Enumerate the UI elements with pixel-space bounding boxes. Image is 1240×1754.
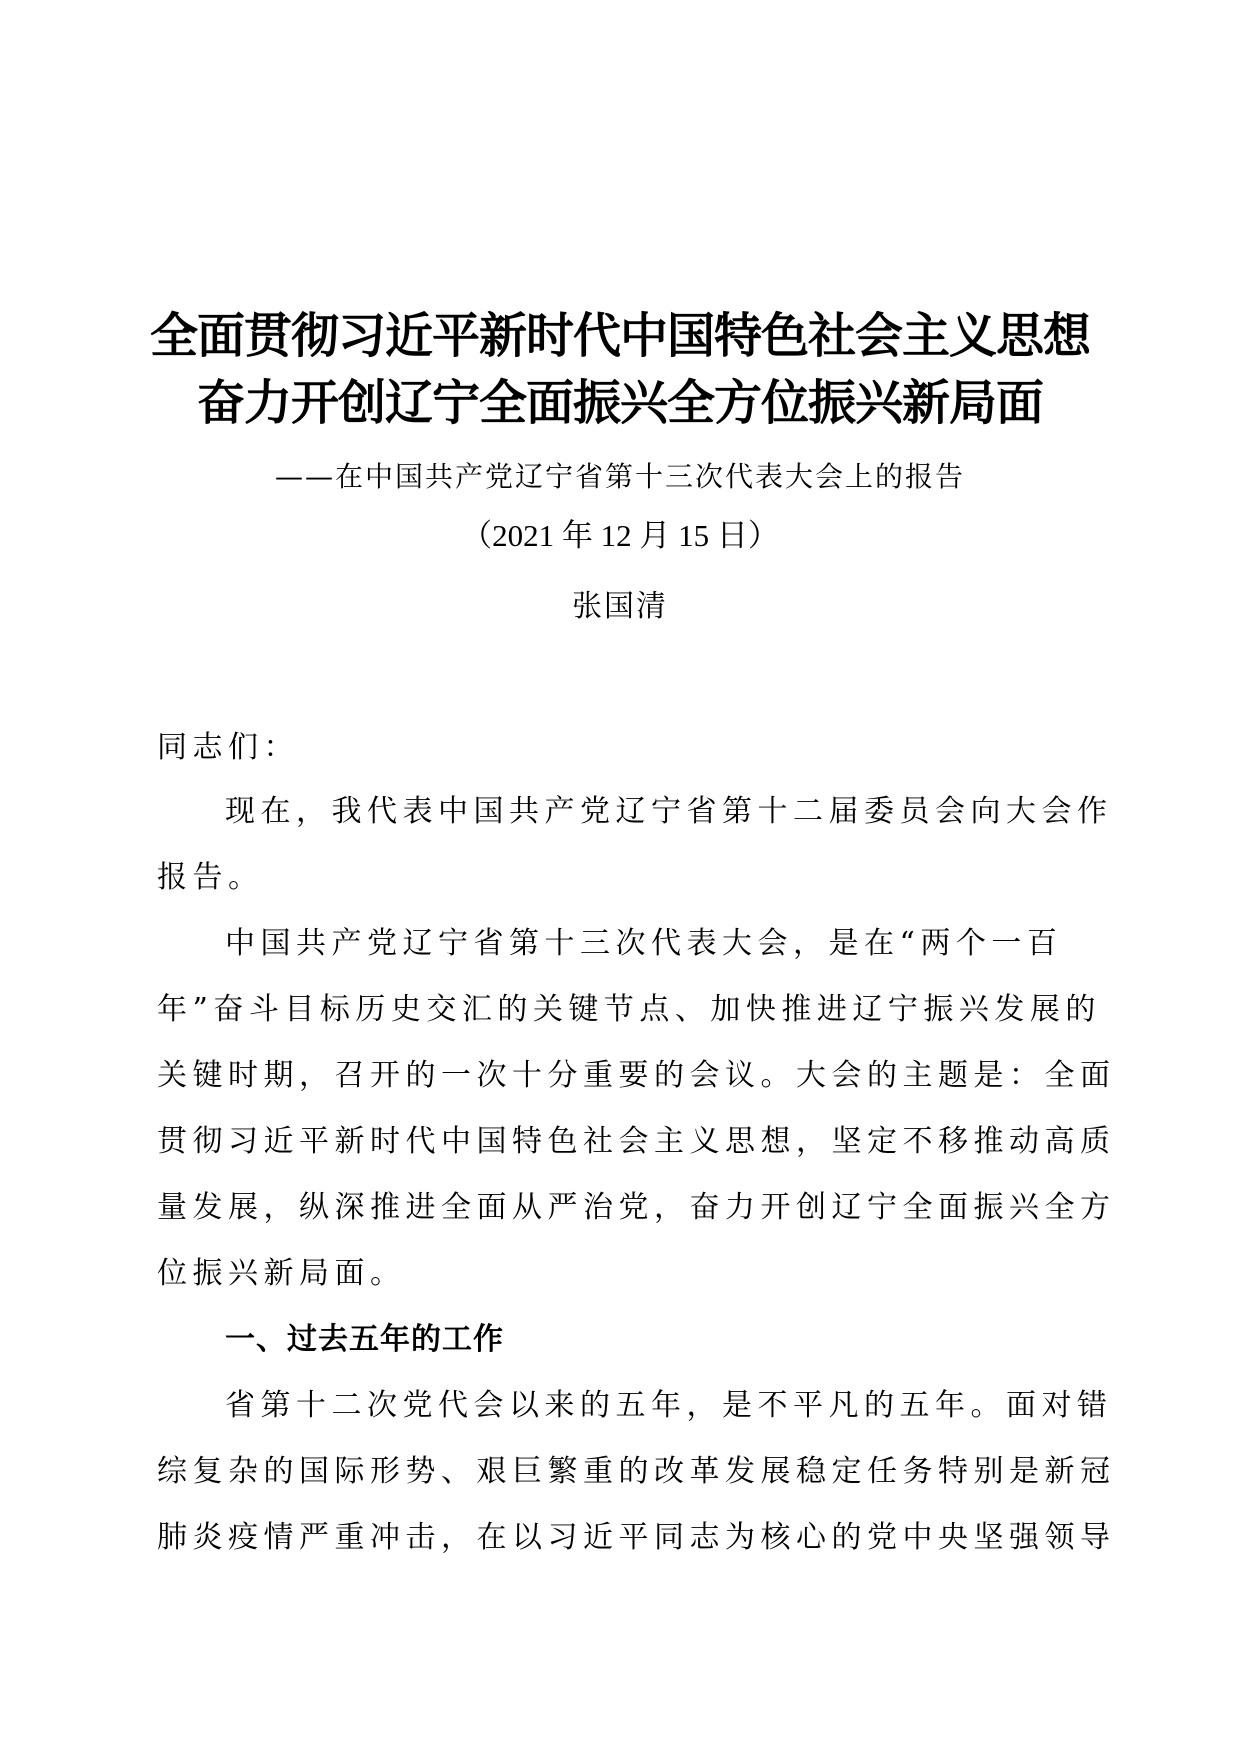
paragraph-2-line-2: 年”奋斗目标历史交汇的关键节点、加快推进辽宁振兴发展的 xyxy=(157,992,1101,1027)
report-date: （2021 年 12 月 15 日） xyxy=(461,518,779,553)
salutation: 同志们： xyxy=(157,730,299,765)
paragraph-3-line-2: 综复杂的国际形势、艰巨繁重的改革发展稳定任务特别是新冠 xyxy=(157,1454,1116,1489)
section-1-heading: 一、过去五年的工作 xyxy=(225,1322,504,1357)
paragraph-2-line-6: 位振兴新局面。 xyxy=(157,1256,406,1291)
paragraph-2-line-5: 量发展，纵深推进全面从严治党，奋力开创辽宁全面振兴全方 xyxy=(157,1190,1116,1225)
subtitle: ——在中国共产党辽宁省第十三次代表大会上的报告 xyxy=(274,460,965,493)
paragraph-1-line-2: 报告。 xyxy=(157,860,264,895)
document-body xyxy=(157,0,1116,1754)
paragraph-3-line-1: 省第十二次党代会以来的五年，是不平凡的五年。面对错 xyxy=(225,1388,1113,1423)
author-name: 张国清 xyxy=(572,589,668,624)
paragraph-2-line-4: 贯彻习近平新时代中国特色社会主义思想，坚定不移推动高质 xyxy=(157,1124,1116,1159)
paragraph-1-line-1: 现在，我代表中国共产党辽宁省第十二届委员会向大会作 xyxy=(225,794,1113,829)
paragraph-2-line-3: 关键时期，召开的一次十分重要的会议。大会的主题是：全面 xyxy=(157,1058,1116,1093)
main-title-line-2: 奋力开创辽宁全面振兴全方位振兴新局面 xyxy=(196,375,1043,431)
paragraph-2-line-1: 中国共产党辽宁省第十三次代表大会，是在“两个一百 xyxy=(225,926,1063,961)
paragraph-3-line-3: 肺炎疫情严重冲击，在以习近平同志为核心的党中央坚强领导 xyxy=(157,1520,1116,1555)
main-title-line-1: 全面贯彻习近平新时代中国特色社会主义思想 xyxy=(149,308,1090,364)
